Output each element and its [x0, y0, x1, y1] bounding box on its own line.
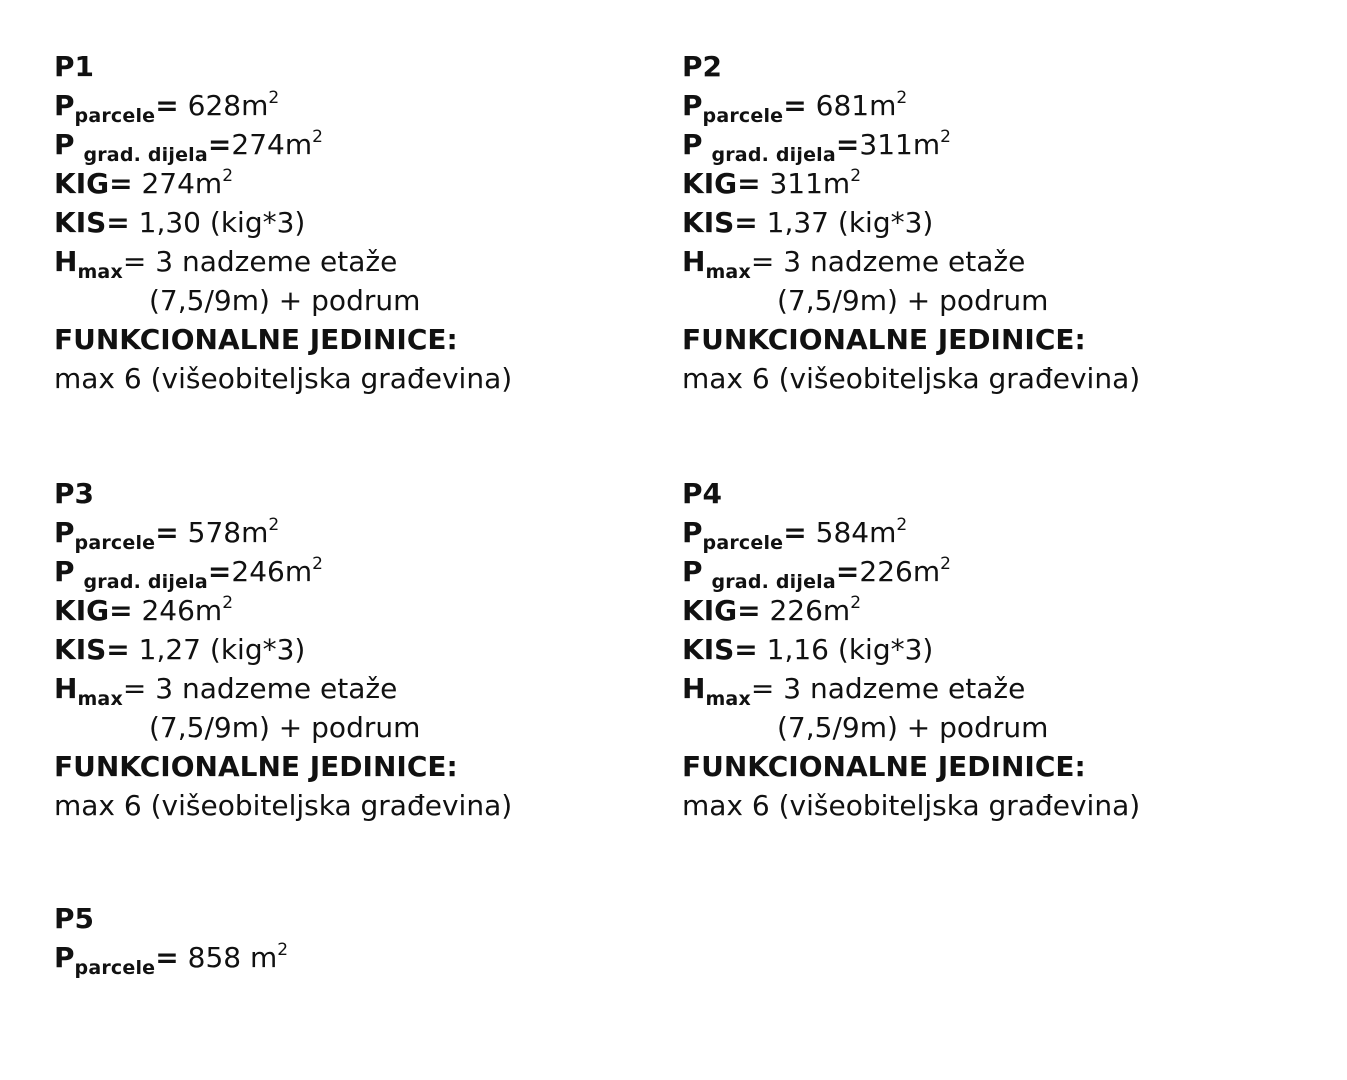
plot-block-p5	[54, 899, 654, 977]
plot-title: P4	[682, 477, 723, 510]
functional-units-value: max 6 (višeobiteljska građevina)	[54, 362, 513, 395]
functional-units-heading: FUNKCIONALNE JEDINICE:	[54, 750, 458, 783]
functional-units-value: max 6 (višeobiteljska građevina)	[54, 789, 513, 822]
parcela-area-line: $P_{parcele}= 858$ $m^2$	[54, 940, 289, 979]
kis-line: KIS= 1,30 (kig*3)	[54, 206, 306, 239]
hmax-continuation: (7,5/9m) + podrum	[777, 711, 1049, 744]
parcela-area-line: $P_{parcele}= 681m^2$	[682, 88, 908, 127]
functional-units-heading: FUNKCIONALNE JEDINICE:	[682, 323, 1086, 356]
plot-block-p1	[54, 47, 654, 398]
hmax-continuation: (7,5/9m) + podrum	[149, 284, 421, 317]
hmax-continuation: (7,5/9m) + podrum	[149, 711, 421, 744]
plot-block-p3	[54, 474, 654, 825]
functional-units-heading: FUNKCIONALNE JEDINICE:	[54, 323, 458, 356]
kis-line: KIS= 1,37 (kig*3)	[682, 206, 934, 239]
building-area-line: P $_{grad. dijela}=274m^2$	[54, 127, 323, 166]
plot-block-p2	[682, 47, 1282, 398]
kis-line: KIS= 1,16 (kig*3)	[682, 633, 934, 666]
building-area-line: P $_{grad. dijela}=226m^2$	[682, 554, 951, 593]
functional-units-heading: FUNKCIONALNE JEDINICE:	[682, 750, 1086, 783]
functional-units-value: max 6 (višeobiteljska građevina)	[682, 789, 1141, 822]
hmax-continuation: (7,5/9m) + podrum	[777, 284, 1049, 317]
kig-line: $KIG= 226m^2$	[682, 593, 862, 627]
kig-line: $KIG= 246m^2$	[54, 593, 234, 627]
hmax-line: $H_{max}= 3$ nadzeme etaže	[682, 245, 1026, 283]
parcela-area-line: $P_{parcele}= 628m^2$	[54, 88, 280, 127]
parcela-area-line: $P_{parcele}= 578m^2$	[54, 515, 280, 554]
plot-block-p4	[682, 474, 1282, 825]
functional-units-value: max 6 (višeobiteljska građevina)	[682, 362, 1141, 395]
kig-line: $KIG= 311m^2$	[682, 166, 862, 200]
plot-title: P3	[54, 477, 95, 510]
kig-line: $KIG= 274m^2$	[54, 166, 234, 200]
kis-line: KIS= 1,27 (kig*3)	[54, 633, 306, 666]
parcela-area-line: $P_{parcele}= 584m^2$	[682, 515, 908, 554]
hmax-line: $H_{max}= 3$ nadzeme etaže	[682, 672, 1026, 710]
plot-title: P5	[54, 902, 95, 935]
plot-title: P2	[682, 50, 723, 83]
hmax-line: $H_{max}= 3$ nadzeme etaže	[54, 672, 398, 710]
building-area-line: P $_{grad. dijela}=311m^2$	[682, 127, 951, 166]
hmax-line: $H_{max}= 3$ nadzeme etaže	[54, 245, 398, 283]
building-area-line: P $_{grad. dijela}=246m^2$	[54, 554, 323, 593]
plot-title: P1	[54, 50, 95, 83]
